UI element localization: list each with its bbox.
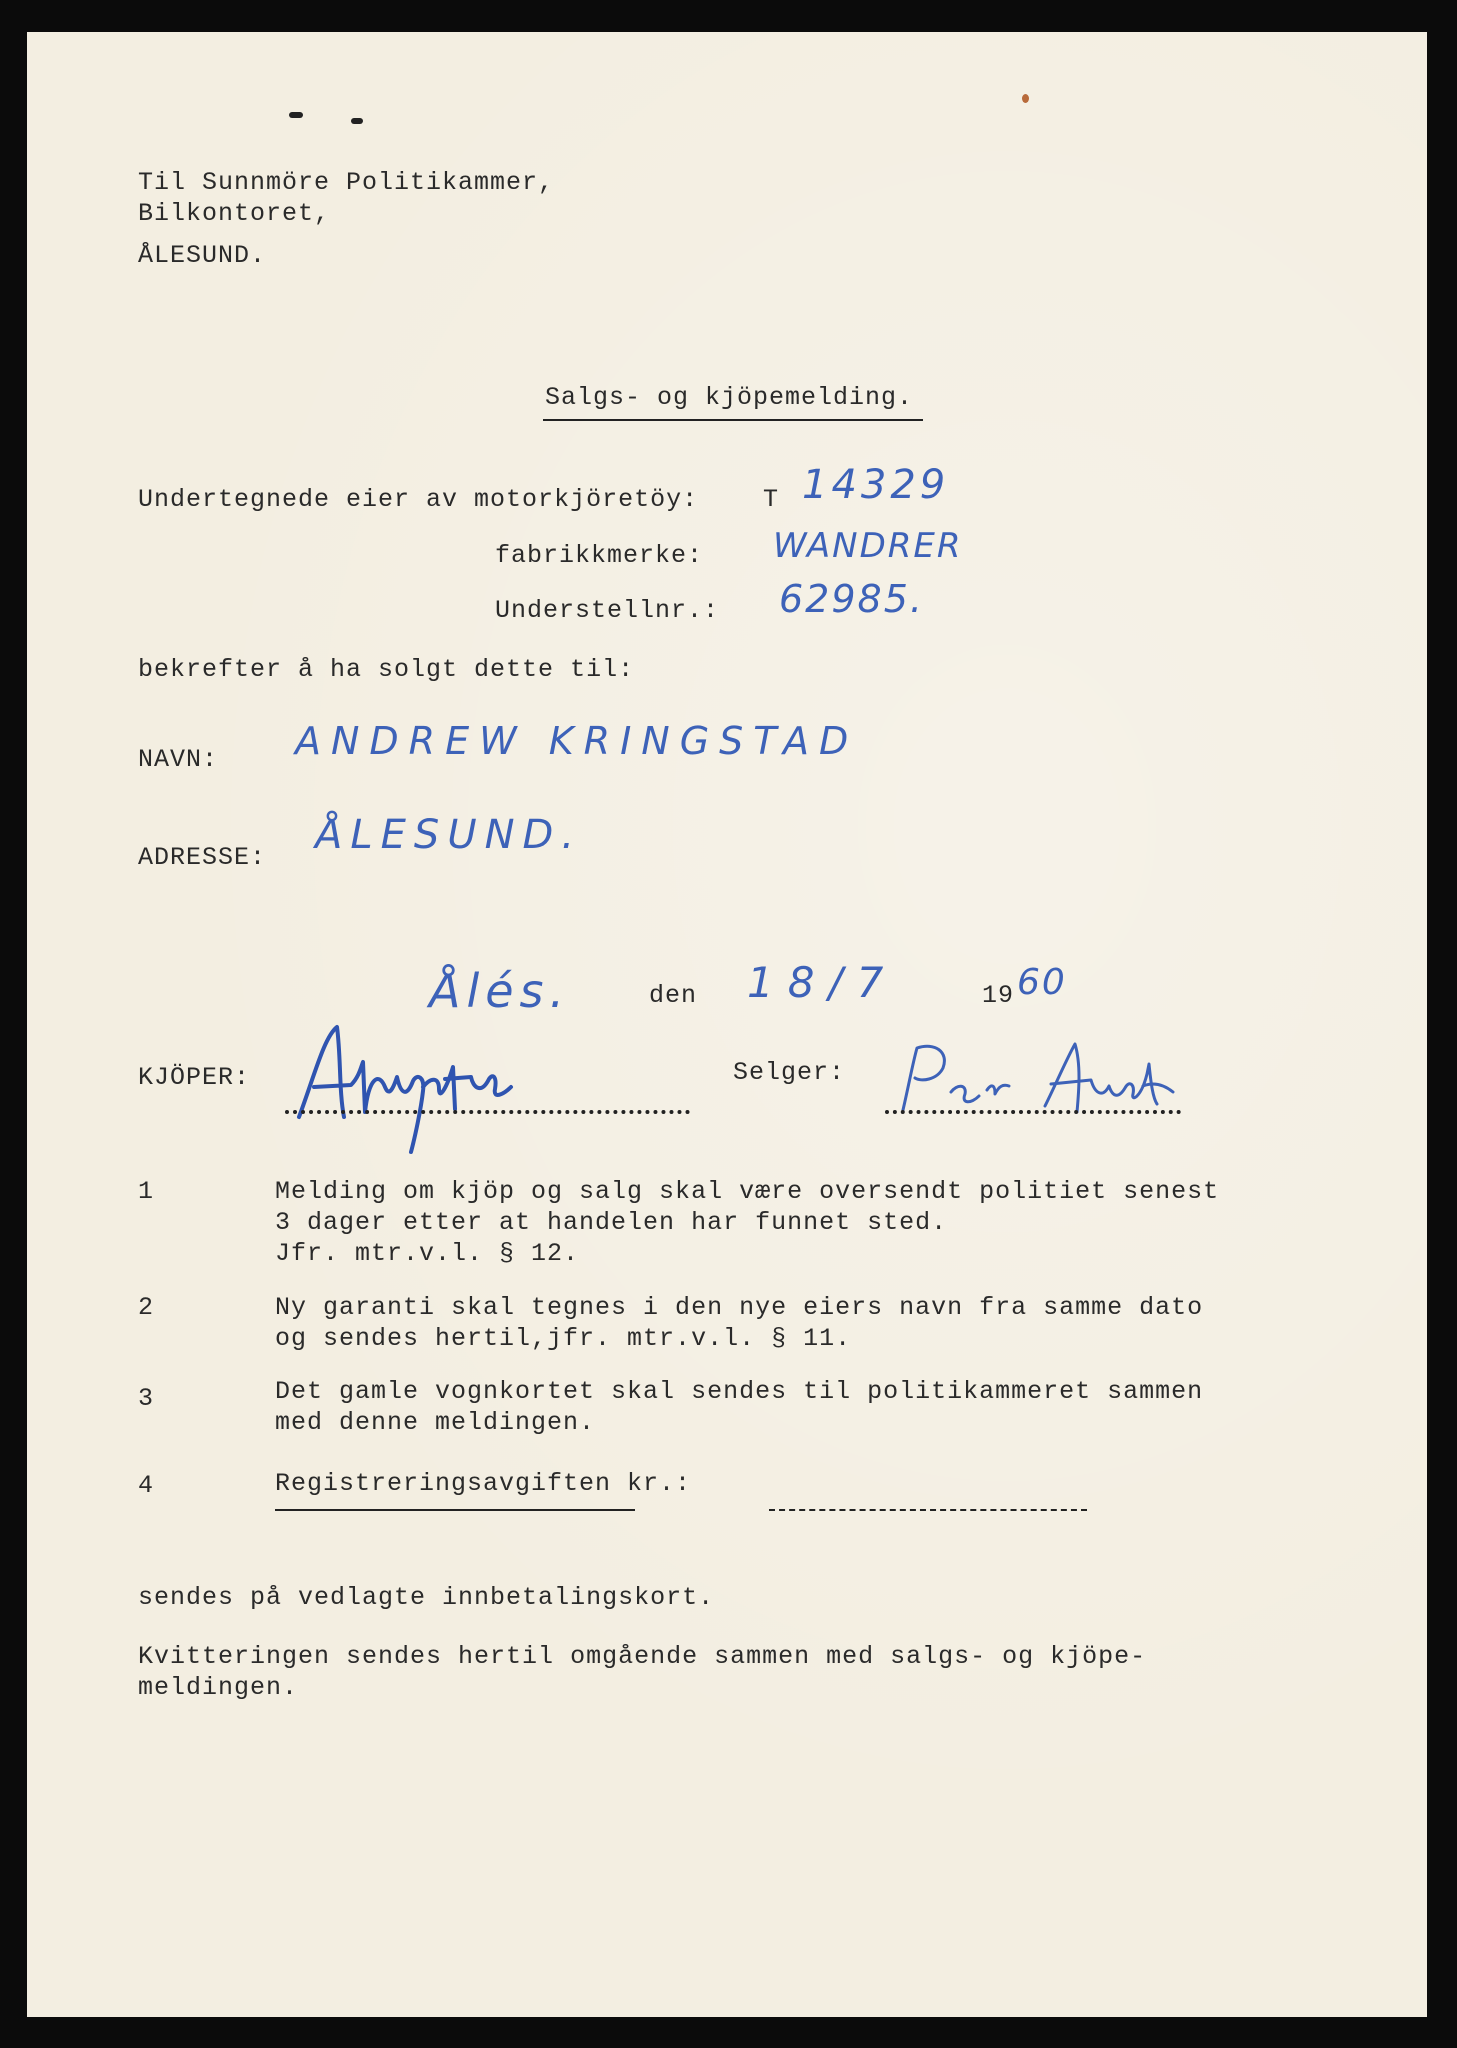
make-label: fabrikkmerke: <box>495 541 704 570</box>
buyer-label: KJÖPER: <box>138 1063 251 1092</box>
name-label: NAVN: <box>138 745 219 774</box>
item-3-line-2: med denne meldingen. <box>275 1408 596 1437</box>
year-prefix: 19 <box>982 981 1015 1010</box>
owner-label: Undertegnede eier av motorkjöretöy: <box>138 485 699 514</box>
document-title: Salgs- og kjöpemelding. <box>545 383 914 412</box>
den-label: den <box>649 981 698 1010</box>
svg-text:A Kringstad: A Kringstad <box>289 1017 296 1018</box>
stain-speck <box>1022 94 1029 103</box>
year-handwritten: 60 <box>1017 962 1067 1003</box>
item-1-line-3: Jfr. mtr.v.l. § 12. <box>275 1239 580 1268</box>
addressee-line-2: Bilkontoret, <box>138 199 331 228</box>
ink-mark <box>289 112 303 118</box>
name-value-handwritten: ANDREW KRINGSTAD <box>295 719 859 763</box>
item-4-number: 4 <box>138 1471 155 1500</box>
item-3-number: 3 <box>138 1384 155 1413</box>
item-2-line-1: Ny garanti skal tegnes i den nye eiers navn fra samme dato <box>275 1293 1204 1322</box>
title-underline <box>543 419 923 421</box>
place-handwritten: Ålés. <box>429 964 571 1018</box>
reg-prefix: T <box>763 485 780 514</box>
buyer-signature-line <box>285 1110 690 1114</box>
buyer-signature <box>289 1017 549 1157</box>
footer-line-1: sendes på vedlagte innbetalingskort. <box>138 1583 715 1612</box>
item-3-line-1: Det gamle vognkortet skal sendes til politikammeret sammen <box>275 1377 1204 1406</box>
svg-text:Per Aarek: Per Aarek <box>895 1034 901 1035</box>
addressee-line-1: Til Sunnmöre Politikammer, <box>138 168 555 197</box>
item-1-line-2: 3 dager etter at handelen har funnet sted. <box>275 1208 948 1237</box>
item-1-number: 1 <box>138 1177 155 1206</box>
item-4-underline <box>275 1509 635 1511</box>
address-label: ADRESSE: <box>138 843 267 872</box>
addressee-line-3: ÅLESUND. <box>138 241 267 270</box>
item-2-line-2: og sendes hertil,jfr. mtr.v.l. § 11. <box>275 1324 852 1353</box>
address-value-handwritten: ÅLESUND. <box>315 812 583 858</box>
make-value-handwritten: WANDRER <box>773 526 963 566</box>
document-page <box>27 32 1427 2017</box>
chassis-value-handwritten: 62985. <box>779 577 924 621</box>
sold-to-label: bekrefter å ha solgt dette til: <box>138 655 635 684</box>
ink-mark <box>351 118 363 124</box>
item-4-line-1: Registreringsavgiften kr.: <box>275 1469 692 1498</box>
date-handwritten: 18/7 <box>747 958 898 1007</box>
seller-signature-line <box>885 1110 1181 1114</box>
seller-label: Selger: <box>733 1058 846 1087</box>
item-2-number: 2 <box>138 1293 155 1322</box>
footer-line-3: meldingen. <box>138 1673 299 1702</box>
reg-number-handwritten: 14329 <box>802 462 950 508</box>
footer-line-2: Kvitteringen sendes hertil omgående sammen med salgs- og kjöpe- <box>138 1642 1147 1671</box>
item-1-line-1: Melding om kjöp og salg skal være oversendt politiet senest <box>275 1177 1220 1206</box>
chassis-label: Understellnr.: <box>495 596 720 625</box>
amount-blank-line <box>769 1509 1087 1511</box>
